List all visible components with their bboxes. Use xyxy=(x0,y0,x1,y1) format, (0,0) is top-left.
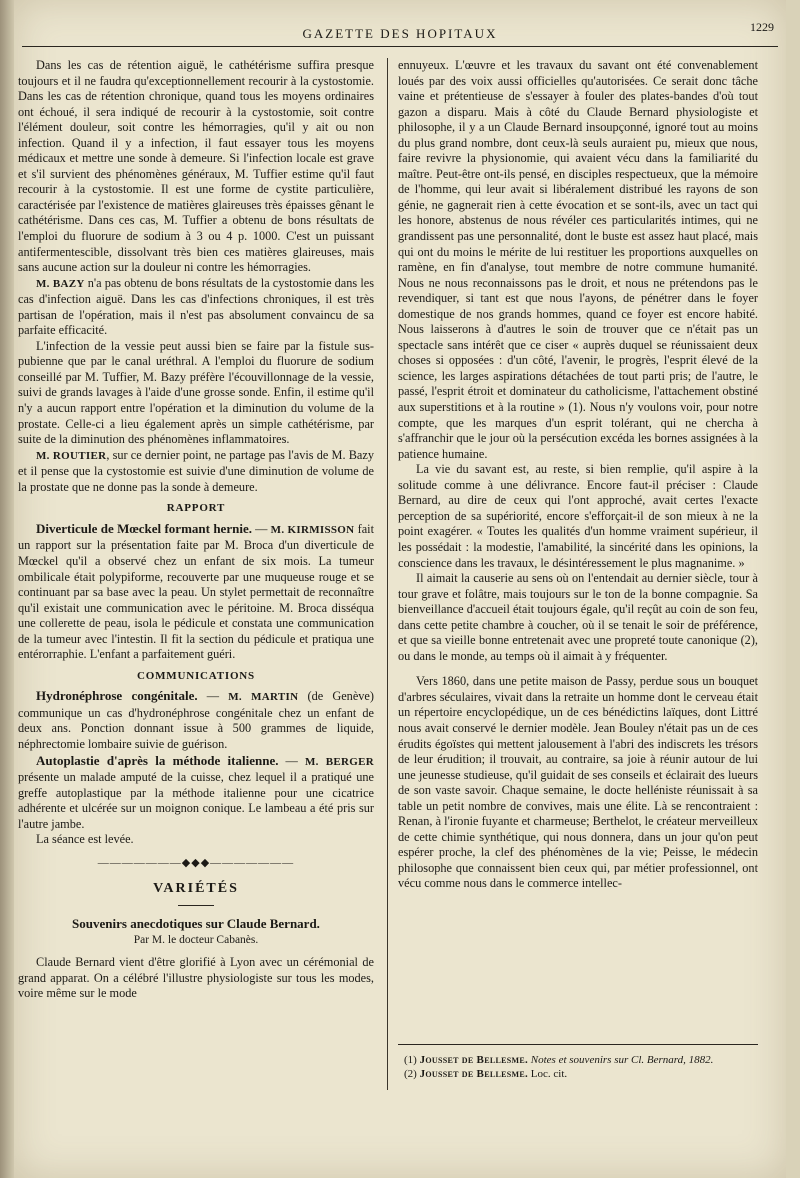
paragraph: La séance est levée. xyxy=(36,832,134,847)
column-divider xyxy=(387,58,388,1090)
paragraph: M. BAZY n'a pas obtenu de bons résultats de la cystostomie dans les cas d'infection aiguë. Dans les cas d'infections chroniques, il est très partisan de l'opération, mais il n'est pas absolument convaincu de sa parfaite efficacité. xyxy=(18,275,374,338)
footnote-1: (1) Jousset de Bellesme. Notes et souvenirs sur Cl. Bernard, 1882. xyxy=(404,1054,714,1066)
paragraph: Autoplastie d'après la méthode italienne. — M. BERGER présente un malade amputé de la cuisse, chez lequel il a pratiqué une greffe autoplastique par la méthode italienne pour une cicatrice adhérente et ulcérée sur un moignon conique. Le lambeau a été pris sur l'autre jambe. xyxy=(18,752,374,831)
section-heading-varietes: VARIÉTÉS xyxy=(153,881,239,897)
paragraph: Dans les cas de rétention aiguë, le cathétérisme suffira presque toujours et il ne faudra qu'exceptionnellement recourir à la cystostomie. Dans les cas de rétention chronique, quand tous les moyens ordinaires ont échoué, il sera indiqué de recourir à la cystostomie, soit contre l'élément douleur, soit contre les hémorragies, qu'il y ait ou non infection. Quand il y a infection, il faut essayer tous les moyens médicaux et mettre une sonde à demeure. Si l'infection locale est grave et s'il survient des phénomènes généraux, M. Tuffier estime qu'il faut recourir à la cystostomie. Il est une forme de cystite particulière, caractérisée par l'existence de matières glaireuses très épaisses gênant le cathétérisme. Dans ces cas, M. Tuffier a obtenu de bons résultats de l'emploi du fluorure de sodium à 3 ou 4 p. 1000. C'est un puissant antifermentescible, dissolvant très bien ces matières glaireuses, mais sans aucune action sur la douleur ni contre les hémorragies. xyxy=(18,58,374,275)
paragraph: Diverticule de Mœckel formant hernie. — M. KIRMISSON fait un rapport sur la présentation faite par M. Broca d'un diverticule de Mœckel qu'il a observé chez un enfant de six mois. La tumeur ombilicale était polypiforme, recouverte par une muqueuse rouge et se continuant par sa base avec la peau. Un stylet permettait de reconnaître qu'il existait une communication avec le péritoine. M. Broca disséqua une collerette de peau, isola le pédicule et constata une communication de la tumeur avec l'intestin. Il fit la section du pédicule et pratiqua une entérorraphie. L'enfant a parfaitement guéri. xyxy=(18,520,374,662)
paragraph: Il aimait la causerie au sens où on l'entendait au dernier siècle, tour à tour grave et folâtre, mais toujours sur le ton de la bonne compagnie. Sa bienveillance d'accueil était toujours égale, qu'il reçût au coin de son feu, dans cette petite chambre à coucher, où il se tenait le soir de préférence, et que sa vieille bonne entretenait avec une propreté toute canonique (2), ou dans le monde, au temps où il aimait à y fréquenter. xyxy=(398,571,758,663)
paragraph: Vers 1860, dans une petite maison de Passy, perdue sous un bouquet d'arbres séculaires, vivait dans la retraite un homme dont le cerveau était un répertoire encyclopédique, un de ces bénédictins laïques, dont Littré nous avait conservé le dernier modèle. Jean Bouley n'était pas un de ces érudits égoïstes qui mettent jalousement à l'abri des indiscrets les trésors de leur érudition; il trouvait, au contraire, sa joie à réunir autour de lui une jeunesse studieuse, qu'il guidait de ses conseils et éclairait des lueurs de son vaste savoir. Chaque semaine, le docte helléniste réunissait à sa table un petit nombre de convives, mais une élite. Là se rencontraient : Renan, à l'ironie fuyante et charmeuse; Berthelot, le créateur merveilleux de cette chimie synthétique, qui nous donnera, dans un jour qu'on peut espérer proche, la clef des phénomènes de la vie; Peisse, le médecin philosophe que connaissent bien ceux qui, par métier professionnel, ont vécu comme nous dans le commerce intellec- xyxy=(398,674,758,891)
section-heading-communications: COMMUNICATIONS xyxy=(137,669,255,682)
short-rule xyxy=(178,905,214,906)
speaker-name: M. BERGER xyxy=(304,755,374,768)
page-binding xyxy=(0,0,14,1178)
footnote-2: (2) Jousset de Bellesme. Loc. cit. xyxy=(404,1068,568,1080)
report-title: Diverticule de Mœckel formant hernie. xyxy=(36,520,252,536)
right-column xyxy=(398,58,758,892)
paragraph: Hydronéphrose congénitale. — M. MARTIN (de Genève) communique un cas d'hydronéphrose congénitale chez un enfant de deux ans. Ponction donnant issue à 500 grammes de liquide, néphrectomie lombaire suivie de guérison. xyxy=(18,688,374,751)
speaker-name: M. BAZY xyxy=(36,277,85,290)
paragraph: La vie du savant est, au reste, si bien remplie, qu'il aspire à la solitude comme à une délivrance. Encore faut-il préciser : Claude Bernard, au dire de ceux qui l'ont approché, avait certes l'exacte perception de sa supériorité, encore s'efforçait-il de son mieux à ne la point exagérer. « Toutes les qualités d'un homme vraiment supérieur, il les possédait : la modestie, l'amabilité, la sincérité dans les opinions, la conscience dans les travaux, le désintéressement le plus magnanime. » xyxy=(398,462,758,570)
article-title: Souvenirs anecdotiques sur Claude Bernard. xyxy=(72,915,320,931)
section-flourish: ———————◆◆◆——————— xyxy=(97,856,295,869)
left-column xyxy=(18,58,374,1002)
speaker-name: M. MARTIN xyxy=(228,691,299,704)
paragraph: ennuyeux. L'œuvre et les travaux du savant ont été convenablement loués par des voix aussi officielles qu'autorisées. Ce serait donc tâche vaine et prétentieuse de s'essayer à fouler des plates-bandes d'où tout gazon a disparu. Mais à côté du Claude Bernard physiologiste et philosophe, il y a un Claude Bernard insoupçonné, ignoré tout au moins du plus grand nombre, dont ceux-là seuls auraient pu, mieux que nous, faire revivre la physionomie, qui avaient vécu dans la familiarité du maître. Peut-être ont-ils pensé, en disciples respectueux, que la mémoire de l'homme, qui leur avait si libéralement distribué les rayons de son génie, ne gagnerait rien à cette évocation et se sont-ils, avec un tact qui les honore, abstenus de nous révéler ces particularités intimes, qui ne grandissent pas une personnalité, dont le buste est assez haut placé, mais qui ont du moins le mérite de lui restituer les proportions auxquelles on ramène, en fin d'analyse, tout membre de notre commune humanité. Nous ne nous reconnaissons pas le droit, et nous ne prétendons pas le revendiquer, si tant est que nous l'ayons, de pénétrer dans le foyer domestique de nos grands hommes, quand ce foyer est encore habité. Nous laisserons à d'autres le soin de trouver que ce n'était pas un spectacle sans intérêt que ce ciser « auprès duquel se réunissaient deux choses si opposées : d'un côté, l'avenir, le progrès, l'esprit élevé de la science, les larges aspirations détachées de tout parti pris; de l'autre, le passé, l'esprit étroit et dominateur du catholicisme, l'attachement obstiné aux superstitions et à la routine » (1). Nous n'y voulons voir, pour notre compte, que les marques d'un esprit tolérant, qui ne chercha à s'affranchir que le jour où la persécution excéda les bornes assignées à la patience humaine. xyxy=(398,58,758,461)
paragraph: M. ROUTIER, sur ce dernier point, ne partage pas l'avis de M. Bazy et il pense que la cystostomie est suivie d'une diminution de volume de la prostate que ne donne pas la sonde à demeure. xyxy=(18,447,374,494)
page-number: 1229 xyxy=(750,20,774,34)
journal-title: GAZETTE DES HOPITAUX xyxy=(302,26,498,41)
article-byline: Par M. le docteur Cabanès. xyxy=(133,934,259,947)
paragraph: L'infection de la vessie peut aussi bien se faire par la fistule sus-pubienne que par le canal uréthral. A l'emploi du fluorure de sodium conseillé par M. Tuffier, M. Bazy préfère l'écouvillonnage de la vessie, suivi de grands lavages à l'aide d'une grosse sonde. Enfin, il estime qu'il n'y a aucun rapport entre l'opération et la diminution du volume de la prostate. Celle-ci a lieu également après un simple cathétérisme, par suite de la diminution des phénomènes inflammatoires. xyxy=(18,338,374,447)
footnotes xyxy=(398,1044,758,1081)
communication-title: Hydronéphrose congénitale. xyxy=(36,688,198,704)
section-heading-rapport: RAPPORT xyxy=(166,502,226,515)
speaker-name: M. KIRMISSON xyxy=(270,523,355,536)
speaker-name: M. ROUTIER xyxy=(36,449,107,462)
spacer xyxy=(398,664,758,674)
communication-title: Autoplastie d'après la méthode italienne. xyxy=(36,752,279,768)
paragraph: Claude Bernard vient d'être glorifié à Lyon avec un cérémonial de grand apparat. On a célébré l'illustre physiologiste sur tous les modes, voire même sur le mode xyxy=(18,954,374,1001)
page-header xyxy=(22,20,778,47)
